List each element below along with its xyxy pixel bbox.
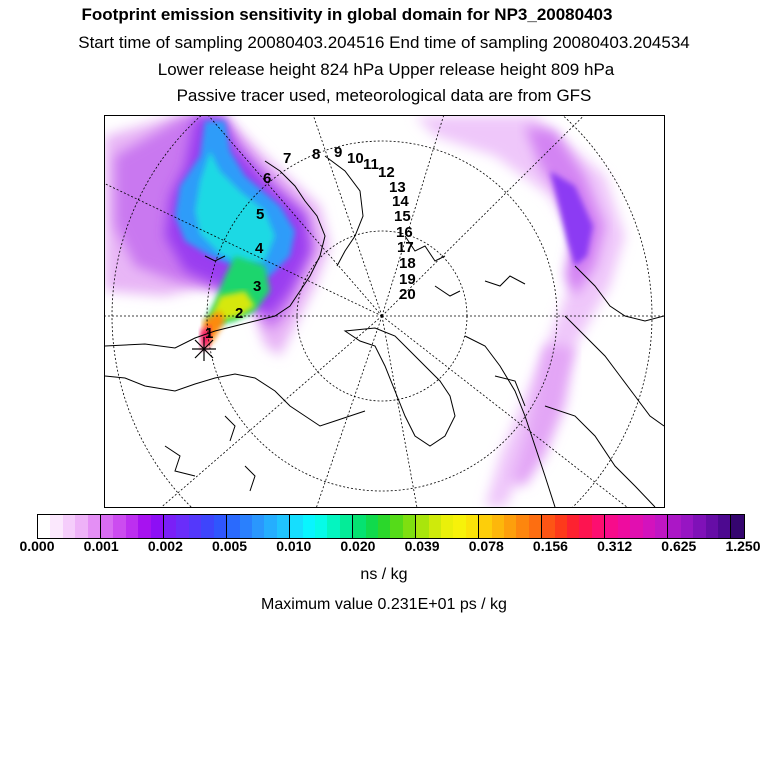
colorbar-tick-label: 0.001 bbox=[83, 538, 119, 554]
colorbar-segment bbox=[189, 515, 201, 538]
colorbar-segment bbox=[164, 515, 176, 538]
colorbar-unit: ns / kg bbox=[360, 566, 408, 583]
colorbar-segment bbox=[38, 515, 50, 538]
colorbar-segment bbox=[655, 515, 668, 538]
colorbar-segment bbox=[579, 515, 591, 538]
colorbar-segment bbox=[567, 515, 579, 538]
colorbar-segment bbox=[303, 515, 315, 538]
maximum-value: Maximum value 0.231E+01 ps / kg bbox=[261, 596, 507, 613]
trajectory-label-12: 12 bbox=[378, 164, 395, 181]
trajectory-label-19: 19 bbox=[399, 271, 416, 288]
tracer-info-line: Passive tracer used, meteorological data are from GFS bbox=[176, 86, 592, 105]
polar-map bbox=[104, 115, 665, 508]
colorbar-segment bbox=[403, 515, 416, 538]
colorbar-segment bbox=[529, 515, 542, 538]
colorbar-segment bbox=[555, 515, 567, 538]
colorbar-segment bbox=[731, 515, 743, 538]
colorbar-segment bbox=[63, 515, 75, 538]
colorbar-segment bbox=[227, 515, 239, 538]
trajectory-label-3: 3 bbox=[253, 278, 262, 295]
colorbar-segment bbox=[592, 515, 605, 538]
trajectory-label-9: 9 bbox=[334, 144, 343, 161]
colorbar-segment bbox=[453, 515, 465, 538]
colorbar-tick-label: 0.005 bbox=[212, 538, 248, 554]
colorbar-segment bbox=[378, 515, 390, 538]
colorbar-tick-label: 0.000 bbox=[19, 538, 55, 554]
colorbar-segment bbox=[693, 515, 705, 538]
sampling-time-line: Start time of sampling 20080403.204516 End time of sampling 20080403.204534 bbox=[78, 33, 690, 52]
colorbar-segment bbox=[327, 515, 339, 538]
trajectory-label-4: 4 bbox=[255, 240, 264, 257]
colorbar-segment bbox=[706, 515, 718, 538]
colorbar-segment bbox=[113, 515, 125, 538]
colorbar-segment bbox=[681, 515, 693, 538]
colorbar-segment bbox=[201, 515, 213, 538]
colorbar-segment bbox=[441, 515, 453, 538]
colorbar-segment bbox=[277, 515, 290, 538]
colorbar-segment bbox=[340, 515, 353, 538]
release-height-line: Lower release height 824 hPa Upper release height 809 hPa bbox=[157, 60, 615, 79]
colorbar-segment bbox=[151, 515, 164, 538]
sensitivity-band bbox=[415, 116, 625, 507]
colorbar-tick-label: 0.020 bbox=[340, 538, 376, 554]
colorbar-segment bbox=[88, 515, 101, 538]
colorbar-segment bbox=[504, 515, 516, 538]
trajectory-label-2: 2 bbox=[235, 305, 244, 322]
colorbar-segment bbox=[429, 515, 441, 538]
colorbar-segment bbox=[643, 515, 655, 538]
colorbar-segment bbox=[176, 515, 188, 538]
colorbar-tick-label: 0.156 bbox=[532, 538, 568, 554]
colorbar-segment bbox=[618, 515, 630, 538]
colorbar-segment bbox=[542, 515, 554, 538]
colorbar-segment bbox=[416, 515, 428, 538]
colorbar-segment bbox=[492, 515, 504, 538]
colorbar-segment bbox=[668, 515, 680, 538]
colorbar-segment bbox=[605, 515, 617, 538]
trajectory-label-6: 6 bbox=[263, 170, 272, 187]
sensitivity-plume bbox=[105, 116, 330, 356]
colorbar-segment bbox=[252, 515, 264, 538]
trajectory-label-10: 10 bbox=[347, 150, 364, 167]
colorbar-segment bbox=[264, 515, 276, 538]
colorbar-segment bbox=[479, 515, 491, 538]
colorbar-segment bbox=[466, 515, 479, 538]
colorbar-segment bbox=[353, 515, 365, 538]
colorbar-segment bbox=[75, 515, 87, 538]
colorbar-segment bbox=[290, 515, 302, 538]
colorbar-tick-label: 0.010 bbox=[276, 538, 312, 554]
colorbar-tick-label: 0.312 bbox=[597, 538, 633, 554]
colorbar-segment bbox=[126, 515, 138, 538]
colorbar bbox=[37, 514, 745, 539]
colorbar-segment bbox=[101, 515, 113, 538]
colorbar-segment bbox=[138, 515, 150, 538]
trajectory-label-5: 5 bbox=[256, 206, 265, 223]
trajectory-label-18: 18 bbox=[399, 255, 416, 272]
colorbar-segment bbox=[390, 515, 402, 538]
trajectory-label-15: 15 bbox=[394, 208, 411, 225]
colorbar-segment bbox=[718, 515, 731, 538]
trajectory-label-20: 20 bbox=[399, 286, 416, 303]
map-title: Footprint emission sensitivity in global domain for NP3_20080403 bbox=[81, 5, 613, 24]
colorbar-tick-label: 0.625 bbox=[661, 538, 697, 554]
trajectory-label-1: 1 bbox=[205, 325, 214, 342]
trajectory-label-11: 11 bbox=[363, 156, 379, 173]
colorbar-tick-label: 1.250 bbox=[725, 538, 761, 554]
colorbar-segment bbox=[516, 515, 528, 538]
colorbar-segment bbox=[50, 515, 62, 538]
trajectory-label-17: 17 bbox=[397, 239, 414, 256]
trajectory-label-13: 13 bbox=[389, 179, 406, 196]
trajectory-label-16: 16 bbox=[396, 224, 413, 241]
colorbar-tick-label: 0.002 bbox=[147, 538, 183, 554]
trajectory-label-14: 14 bbox=[392, 193, 409, 210]
trajectory-label-7: 7 bbox=[283, 150, 292, 167]
trajectory-label-8: 8 bbox=[312, 146, 321, 163]
colorbar-segment bbox=[214, 515, 227, 538]
colorbar-tick-label: 0.078 bbox=[468, 538, 504, 554]
colorbar-segment bbox=[630, 515, 642, 538]
colorbar-segment bbox=[315, 515, 327, 538]
colorbar-segment bbox=[240, 515, 252, 538]
colorbar-segment bbox=[366, 515, 378, 538]
colorbar-tick-label: 0.039 bbox=[404, 538, 440, 554]
